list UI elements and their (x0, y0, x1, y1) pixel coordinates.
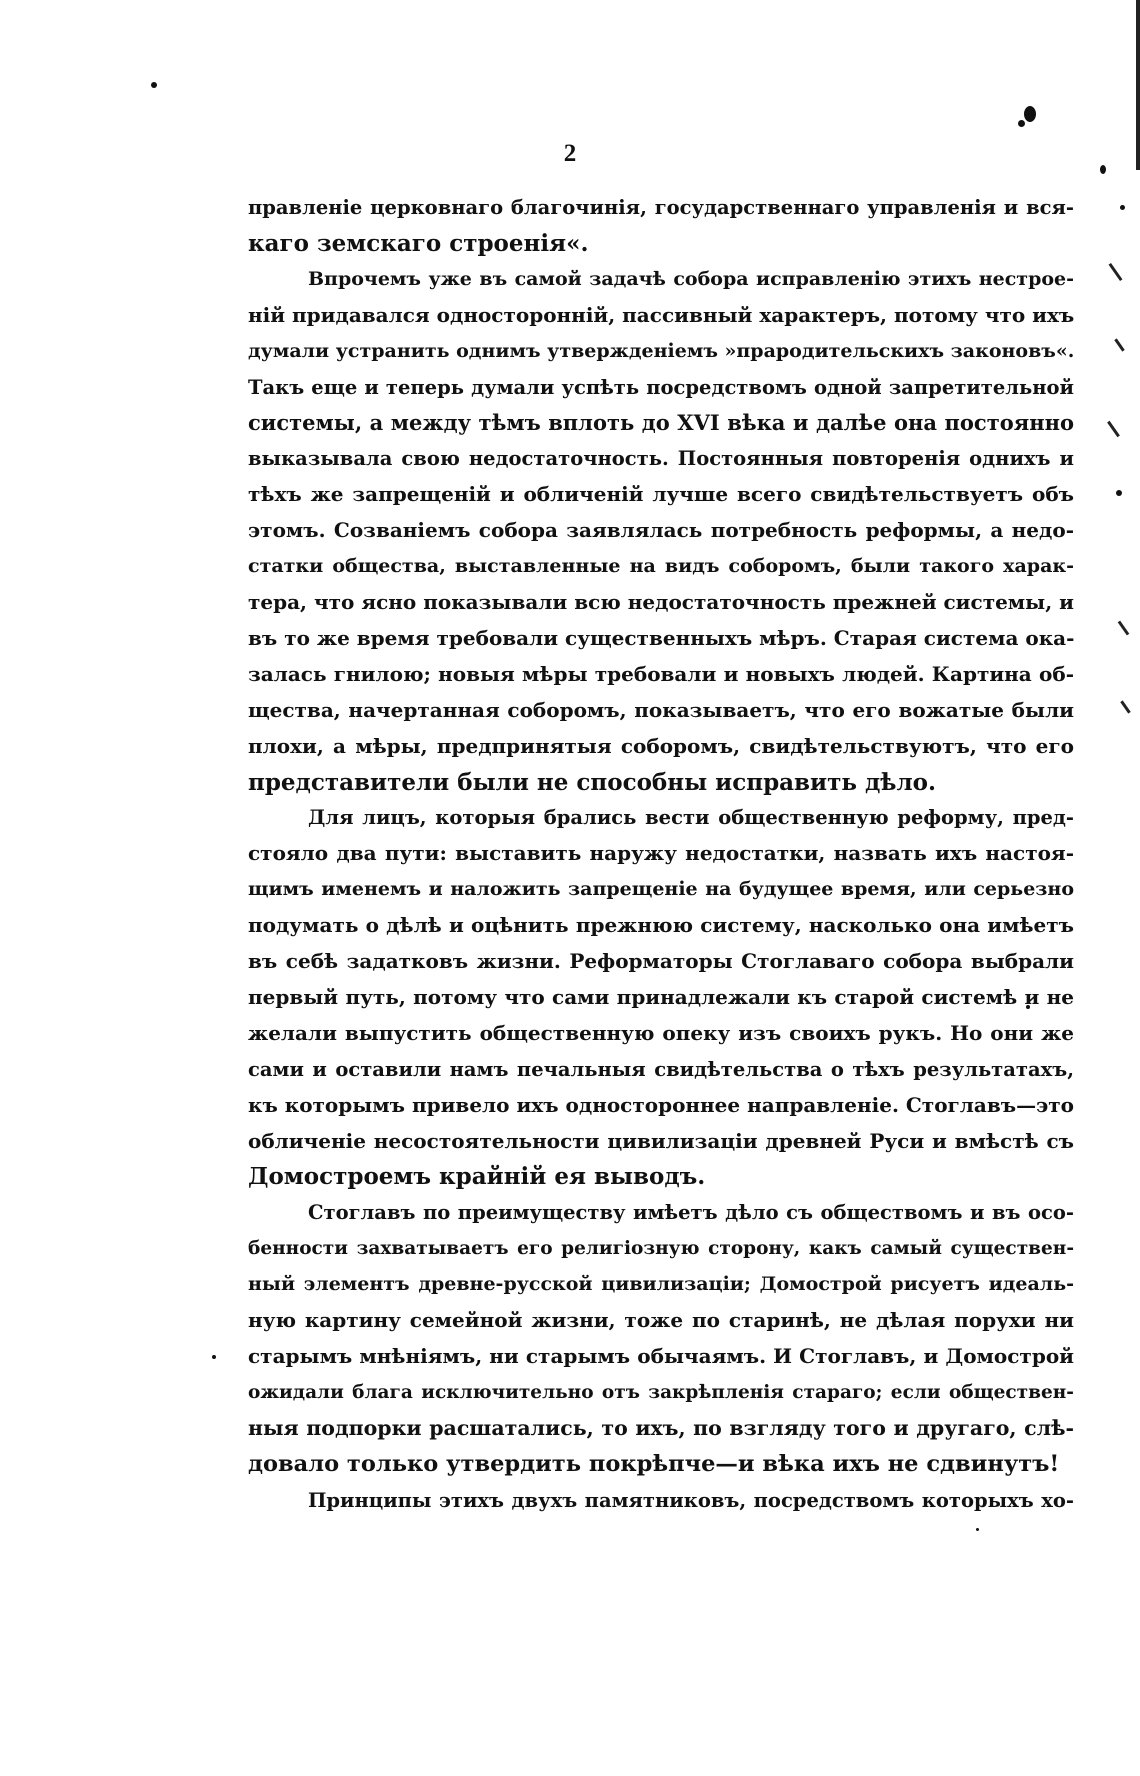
scan-speck (1116, 490, 1122, 496)
scan-speck (1024, 106, 1036, 122)
scan-edge-mark (1109, 263, 1123, 281)
paragraph (248, 262, 1074, 801)
text-line: въ то же время требовали существенныхъ мѣръ. Старая система ока- (248, 625, 1074, 650)
text-line: системы, а между тѣмъ вплоть до XVI вѣка и далѣе она постоянно (248, 410, 1074, 436)
scan-speck (1120, 205, 1125, 210)
scan-edge-mark (1107, 421, 1120, 437)
text-line: статки общества, выставленные на видъ соборомъ, были такого харак- (248, 555, 1074, 578)
scan-edge-mark (1120, 700, 1130, 713)
text-line: ожидали блага исключительно отъ закрѣпленія стараго; если обществен- (248, 1381, 1074, 1403)
text-line: въ себѣ задатковъ жизни. Реформаторы Стоглаваго собора выбрали (248, 949, 1074, 974)
text-line: залась гнилою; новыя мѣры требовали и новыхъ людей. Картина об- (248, 661, 1074, 686)
text-line: думали устранить однимъ утвержденіемъ »прародительскихъ законовъ«. (248, 339, 1074, 362)
text-line: подумать о дѣлѣ и оцѣнить прежнюю систему, насколько она имѣетъ (248, 913, 1074, 938)
text-line: Для лицъ, которыя брались вести общественную реформу, пред- (308, 806, 1074, 830)
text-line: желали выпустить общественную опеку изъ своихъ рукъ. Но они же (248, 1020, 1074, 1045)
text-line: обличеніе несостоятельности цивилизаціи древней Руси и вмѣстѣ съ (248, 1128, 1074, 1153)
text-line: ный элементъ древне-русской цивилизаціи; Домострой рисуетъ идеаль- (248, 1273, 1074, 1296)
text-line: ную картину семейной жизни, тоже по старинѣ, не дѣлая порухи ни (248, 1308, 1074, 1333)
paragraph (248, 190, 1074, 262)
body-text (248, 190, 1074, 1519)
text-line: стояло два пути: выставить наружу недостатки, назвать ихъ настоя- (248, 841, 1074, 866)
scan-edge-mark (1118, 621, 1130, 636)
text-line: довало только утвердить покрѣпче—и вѣка ихъ не сдвинутъ! (248, 1450, 1060, 1477)
text-line: тера, что ясно показывали всю недостаточность прежней системы, и (248, 589, 1074, 614)
paragraph (248, 800, 1074, 1195)
paragraph (248, 1483, 1074, 1519)
text-line: представители были не способны исправить дѣло. (248, 768, 937, 796)
text-line: Стоглавъ по преимуществу имѣетъ дѣло съ обществомъ и въ осо- (308, 1201, 1074, 1225)
text-line: щимъ именемъ и наложить запрещеніе на будущее время, или серьезно (248, 878, 1074, 901)
text-line: Домостроемъ крайній ея выводъ. (248, 1163, 706, 1191)
paragraph (248, 1195, 1074, 1482)
scan-speck (1018, 120, 1025, 127)
scan-speck (212, 1355, 216, 1359)
text-line: старымъ мнѣніямъ, ни старымъ обычаямъ. И Стоглавъ, и Домострой (248, 1344, 1074, 1368)
text-line: тѣхъ же запрещеній и обличеній лучше всего свидѣтельствуетъ объ (248, 482, 1074, 507)
text-line: каго земскаго строенія«. (248, 229, 589, 257)
page-number: 2 (563, 140, 577, 167)
text-line: плохи, а мѣры, предпринятыя соборомъ, свидѣтельствуютъ, что его (248, 733, 1074, 758)
text-line: первый путь, потому что сами принадлежали къ старой системѣ и не (248, 984, 1074, 1009)
text-line: бенности захватываетъ его религіозную сторону, какъ самый существен- (248, 1238, 1074, 1260)
text-line: этомъ. Созваніемъ собора заявлялась потребность реформы, а недо- (248, 518, 1074, 543)
text-line: правленіе церковнаго благочинія, государственнаго управленія и вся- (248, 196, 1074, 219)
text-line: Впрочемъ уже въ самой задачѣ собора исправленію этихъ нестрое- (308, 267, 1074, 290)
text-line: къ которымъ привело ихъ одностороннее направленіе. Стоглавъ—это (248, 1092, 1074, 1117)
text-line: ныя подпорки расшатались, то ихъ, по взгляду того и другаго, слѣ- (248, 1415, 1074, 1440)
text-line: ній придавался односторонній, пассивный характеръ, потому что ихъ (248, 302, 1074, 327)
scan-edge-mark (1114, 338, 1124, 351)
scan-speck (151, 82, 157, 88)
scan-speck (976, 1528, 979, 1531)
text-line: Принципы этихъ двухъ памятниковъ, посредствомъ которыхъ хо- (308, 1488, 1074, 1512)
text-line: выказывала свою недостаточность. Постоянныя повторенія однихъ и (248, 447, 1074, 471)
text-line: щества, начертанная соборомъ, показываетъ, что его вожатые были (248, 697, 1074, 722)
text-line: сами и оставили намъ печальныя свидѣтельства о тѣхъ результатахъ, (248, 1057, 1074, 1081)
text-line: Такъ еще и теперь думали успѣть посредствомъ одной запретительной (248, 375, 1074, 399)
